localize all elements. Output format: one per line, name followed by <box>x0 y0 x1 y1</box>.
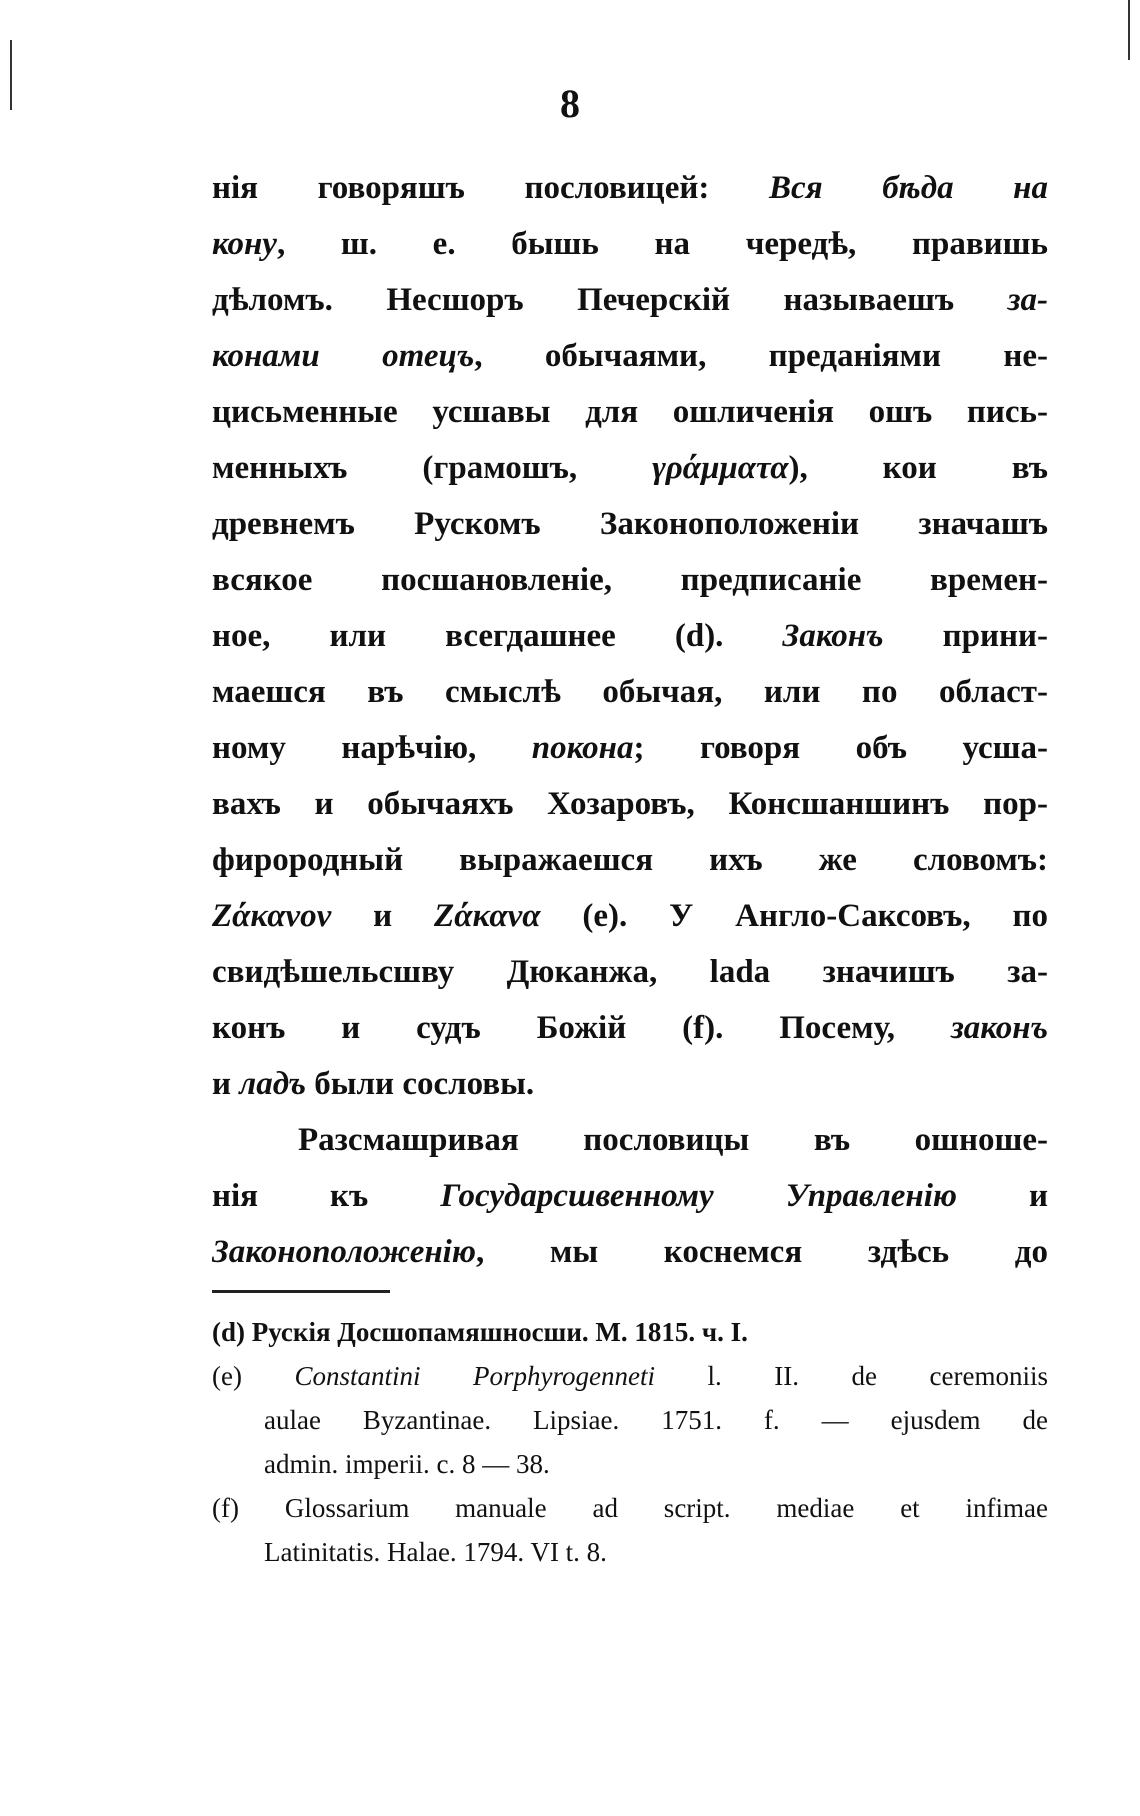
text-run: цисьменные усшавы для ошличенія ошъ пись- <box>212 394 1048 430</box>
footnote-line <box>212 1310 1048 1354</box>
italic-run: Законоположенію <box>212 1234 476 1270</box>
text-run: и <box>212 1066 240 1102</box>
footnote-line <box>212 1398 1048 1442</box>
text-run: (e). У Англо-Саксовъ, по <box>540 898 1048 934</box>
text-run: , мы коснемся здѣсь до <box>475 1234 1048 1270</box>
text-line <box>212 160 1048 216</box>
italic-run: Государсшвенному Управленію <box>440 1178 957 1214</box>
italic-run: γράμματα <box>652 450 789 486</box>
italic-run: ладъ <box>239 1066 307 1102</box>
text-run: нія говоряшъ пословицей: <box>212 170 769 206</box>
right-margin-mark <box>1128 0 1130 60</box>
text-run: вахъ и обычаяхъ Хозаровъ, Консшаншинъ пор- <box>212 786 1048 822</box>
text-run: нія къ <box>212 1178 441 1214</box>
text-line <box>212 1056 1048 1112</box>
text-run: , ш. е. бышь на чередѣ, правишь <box>276 226 1048 262</box>
text-run: ному нарѣчію, <box>212 730 532 766</box>
text-run: менныхъ (грамошъ, <box>212 450 653 486</box>
text-run: и <box>331 898 435 934</box>
main-text <box>212 160 1048 1280</box>
page-number: 8 <box>560 81 580 126</box>
text-run: свидѣшельсшву Дюканжа, lada значишъ за- <box>212 954 1048 990</box>
text-line <box>212 552 1048 608</box>
italic-run: Законъ <box>782 618 884 654</box>
italic-run: Ζάκανα <box>434 898 541 934</box>
text-run: конъ и судъ Божій (f). Посему, <box>212 1010 951 1046</box>
text-run: всякое посшановленіе, предписаніе времен- <box>212 562 1048 598</box>
text-line <box>212 1224 1048 1280</box>
text-run: ; говоря объ усша- <box>633 730 1048 766</box>
text-line <box>212 720 1048 776</box>
italic-run: Constantini Porphyrogenneti <box>294 1361 656 1391</box>
italic-run: Вся бѣда на <box>768 170 1048 206</box>
text-line <box>212 1168 1048 1224</box>
text-line <box>212 664 1048 720</box>
footnote-line <box>212 1530 1048 1574</box>
text-line <box>212 1112 1048 1168</box>
text-run: admin. imperii. c. 8 — 38. <box>264 1449 550 1479</box>
footnote-line <box>212 1354 1048 1398</box>
text-run: маешся въ смыслѣ обычая, или по област- <box>212 674 1048 710</box>
footnotes <box>212 1310 1048 1574</box>
text-line <box>212 272 1048 328</box>
text-line <box>212 608 1048 664</box>
italic-run: конами отецъ <box>212 338 475 374</box>
text-line <box>212 496 1048 552</box>
text-line <box>212 440 1048 496</box>
text-run: и <box>956 1178 1048 1214</box>
footnote-line <box>212 1486 1048 1530</box>
text-run: l. II. de ceremoniis <box>655 1361 1048 1391</box>
text-run: ), кои въ <box>788 450 1048 486</box>
italic-run: законъ <box>950 1010 1048 1046</box>
text-run: прини- <box>883 618 1048 654</box>
footnote-line <box>212 1442 1048 1486</box>
text-run: дѣломъ. Несшоръ Печерскій называешъ <box>212 282 1008 318</box>
text-run: Разсмашривая пословицы въ ошноше- <box>298 1122 1048 1158</box>
text-line <box>212 944 1048 1000</box>
italic-run: покона <box>531 730 634 766</box>
text-run: , обычаями, преданіями не- <box>474 338 1048 374</box>
text-run: фирородный выражаешся ихъ же словомъ: <box>212 842 1048 878</box>
italic-run: за- <box>1007 282 1048 318</box>
text-run: ное, или всегдашнее (d). <box>212 618 783 654</box>
text-line <box>212 888 1048 944</box>
text-run: (f) Glossarium manuale ad script. mediae et infimae <box>212 1493 1048 1523</box>
italic-run: кону <box>212 226 277 262</box>
footnote-separator <box>212 1290 390 1293</box>
text-line <box>212 216 1048 272</box>
text-run: aulae Byzantinae. Lipsiae. 1751. f. — ejusdem de <box>264 1405 1048 1435</box>
text-line <box>212 328 1048 384</box>
text-run: древнемъ Рускомъ Законоположеніи значашъ <box>212 506 1048 542</box>
text-line <box>212 1000 1048 1056</box>
text-line <box>212 832 1048 888</box>
italic-run: Ζάκανον <box>212 898 332 934</box>
text-line <box>212 384 1048 440</box>
text-run: (d) Рускія Досшопамяшносши. М. 1815. ч. I. <box>212 1317 748 1347</box>
text-run: были сословы. <box>306 1066 535 1102</box>
text-run: (e) <box>212 1361 295 1391</box>
text-line <box>212 776 1048 832</box>
text-run: Latinitatis. Halae. 1794. VI t. 8. <box>264 1537 607 1567</box>
